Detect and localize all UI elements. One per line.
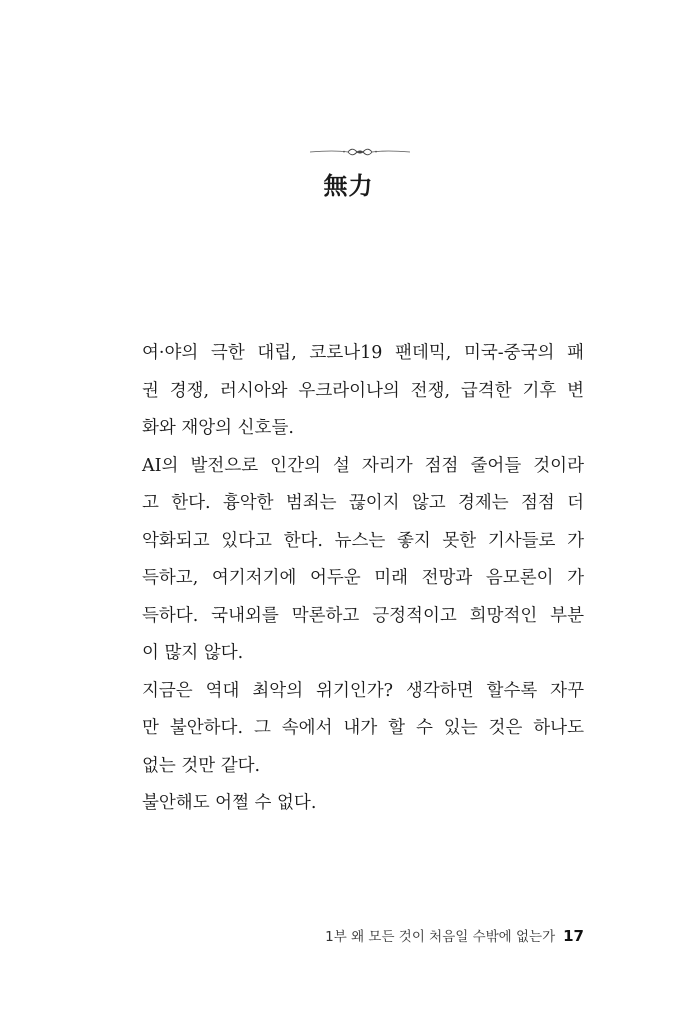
body-text (142, 335, 584, 823)
text-line: 불안해도 어쩔 수 없다. (142, 793, 317, 813)
page-footer (325, 926, 584, 947)
text-line: 득하고, 여기저기에 어두운 미래 전망과 음모론이 가 (142, 568, 584, 588)
running-title: 1부 왜 모든 것이 처음일 수밖에 없는가 (325, 929, 556, 945)
chapter-title: 無力 (323, 171, 374, 200)
page-number: 17 (563, 927, 584, 945)
title-ornament (308, 145, 412, 159)
text-line: 악화되고 있다고 한다. 뉴스는 좋지 못한 기사들로 가 (142, 530, 584, 551)
text-line: 화와 재앙의 신호들. (142, 418, 294, 438)
text-line: AI의 발전으로 인간의 설 자리가 점점 줄어들 것이라 (142, 455, 584, 476)
text-line: 지금은 역대 최악의 위기인가? 생각하면 할수록 자꾸 (142, 680, 584, 701)
text-line: 권 경쟁, 러시아와 우크라이나의 전쟁, 급격한 기후 변 (142, 380, 584, 401)
text-line: 득하다. 국내외를 막론하고 긍정적이고 희망적인 부분 (142, 605, 584, 626)
text-line: 여·야의 극한 대립, 코로나19 팬데믹, 미국-중국의 패 (142, 343, 584, 363)
text-line: 이 많지 않다. (142, 643, 244, 663)
text-line: 만 불안하다. 그 속에서 내가 할 수 있는 것은 하나도 (142, 718, 584, 738)
text-line: 없는 것만 같다. (142, 755, 261, 776)
text-line: 고 한다. 흉악한 범죄는 끊이지 않고 경제는 점점 더 (142, 493, 584, 513)
